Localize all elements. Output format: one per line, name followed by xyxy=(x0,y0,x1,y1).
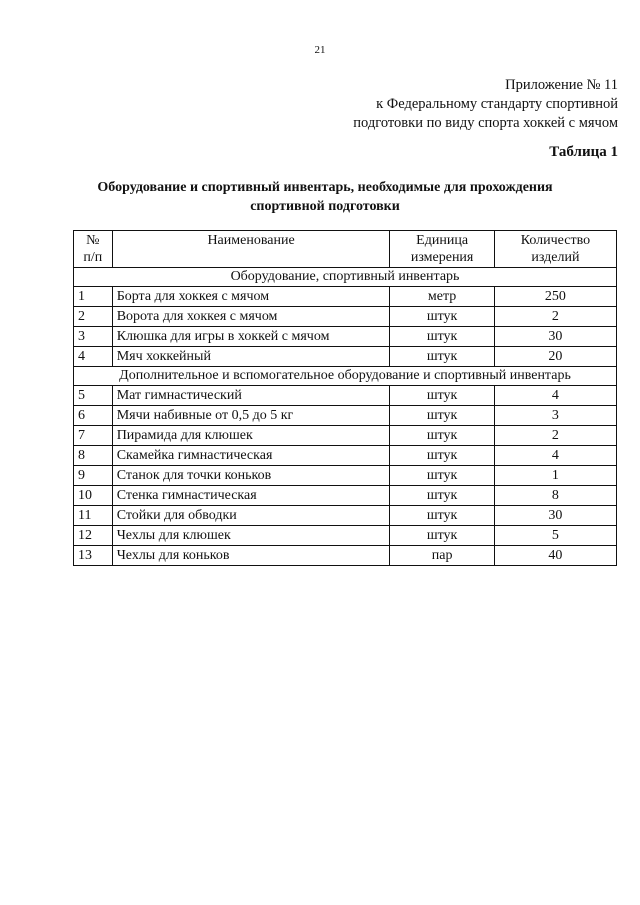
row-quantity: 250 xyxy=(494,287,616,307)
row-quantity: 4 xyxy=(494,446,616,466)
row-name: Мячи набивные от 0,5 до 5 кг xyxy=(112,406,390,426)
row-number: 9 xyxy=(74,466,113,486)
header-quantity xyxy=(494,231,616,268)
row-unit: пар xyxy=(390,546,494,566)
table-row xyxy=(74,327,617,347)
header-unit-line: Единица xyxy=(416,233,469,248)
row-name: Пирамида для клюшек xyxy=(112,426,390,446)
row-name: Чехлы для коньков xyxy=(112,546,390,566)
row-name: Клюшка для игры в хоккей с мячом xyxy=(112,327,390,347)
row-unit: штук xyxy=(390,327,494,347)
row-quantity: 8 xyxy=(494,486,616,506)
table-row xyxy=(74,486,617,506)
row-quantity: 30 xyxy=(494,506,616,526)
header-number-line: п/п xyxy=(83,250,103,265)
row-number: 5 xyxy=(74,386,113,406)
table-row xyxy=(74,347,617,367)
row-name: Мат гимнастический xyxy=(112,386,390,406)
row-number: 12 xyxy=(74,526,113,546)
row-unit: штук xyxy=(390,526,494,546)
section-heading: Дополнительное и вспомогательное оборудование и спортивный инвентарь xyxy=(74,367,617,386)
row-number: 7 xyxy=(74,426,113,446)
header-name: Наименование xyxy=(112,231,390,268)
table-row xyxy=(74,406,617,426)
row-quantity: 30 xyxy=(494,327,616,347)
table-label: Таблица 1 xyxy=(549,144,618,160)
annex-header xyxy=(353,76,618,133)
row-quantity: 2 xyxy=(494,307,616,327)
row-name: Борта для хоккея с мячом xyxy=(112,287,390,307)
header-unit-line: измерения xyxy=(410,250,474,265)
row-number: 10 xyxy=(74,486,113,506)
section-row xyxy=(74,268,617,287)
row-quantity: 5 xyxy=(494,526,616,546)
section-heading: Оборудование, спортивный инвентарь xyxy=(74,268,617,287)
row-number: 8 xyxy=(74,446,113,466)
table-row xyxy=(74,446,617,466)
row-name: Скамейка гимнастическая xyxy=(112,446,390,466)
header-number-line: № xyxy=(86,233,100,248)
page-number: 21 xyxy=(314,44,326,56)
row-quantity: 20 xyxy=(494,347,616,367)
annex-line: Приложение № 11 xyxy=(505,77,618,93)
table-row xyxy=(74,386,617,406)
row-unit: штук xyxy=(390,466,494,486)
row-unit: штук xyxy=(390,486,494,506)
table-row xyxy=(74,426,617,446)
table-body xyxy=(74,268,617,566)
header-unit xyxy=(390,231,494,268)
row-quantity: 4 xyxy=(494,386,616,406)
row-quantity: 40 xyxy=(494,546,616,566)
title-line: спортивной подготовки xyxy=(250,199,400,214)
table-header-row xyxy=(74,231,617,268)
equipment-table xyxy=(73,230,617,566)
row-number: 6 xyxy=(74,406,113,426)
row-number: 2 xyxy=(74,307,113,327)
row-quantity: 2 xyxy=(494,426,616,446)
table-row xyxy=(74,287,617,307)
document-title xyxy=(60,178,590,216)
annex-line: к Федеральному стандарту спортивной xyxy=(376,96,618,112)
row-number: 4 xyxy=(74,347,113,367)
row-quantity: 1 xyxy=(494,466,616,486)
row-unit: штук xyxy=(390,347,494,367)
row-name: Ворота для хоккея с мячом xyxy=(112,307,390,327)
annex-line: подготовки по виду спорта хоккей с мячом xyxy=(353,115,618,131)
title-line: Оборудование и спортивный инвентарь, необходимые для прохождения xyxy=(97,180,553,195)
row-number: 13 xyxy=(74,546,113,566)
row-number: 3 xyxy=(74,327,113,347)
header-number xyxy=(74,231,113,268)
header-quantity-line: изделий xyxy=(531,250,580,265)
row-unit: штук xyxy=(390,406,494,426)
row-unit: штук xyxy=(390,426,494,446)
header-quantity-line: Количество xyxy=(520,233,591,248)
section-row xyxy=(74,367,617,386)
row-unit: штук xyxy=(390,307,494,327)
row-number: 1 xyxy=(74,287,113,307)
table-row xyxy=(74,526,617,546)
row-name: Чехлы для клюшек xyxy=(112,526,390,546)
row-name: Стойки для обводки xyxy=(112,506,390,526)
row-unit: штук xyxy=(390,446,494,466)
row-name: Стенка гимнастическая xyxy=(112,486,390,506)
table-row xyxy=(74,307,617,327)
row-unit: метр xyxy=(390,287,494,307)
row-unit: штук xyxy=(390,506,494,526)
row-quantity: 3 xyxy=(494,406,616,426)
row-unit: штук xyxy=(390,386,494,406)
row-name: Мяч хоккейный xyxy=(112,347,390,367)
table-row xyxy=(74,506,617,526)
table-row xyxy=(74,546,617,566)
row-number: 11 xyxy=(74,506,113,526)
table-row xyxy=(74,466,617,486)
row-name: Станок для точки коньков xyxy=(112,466,390,486)
